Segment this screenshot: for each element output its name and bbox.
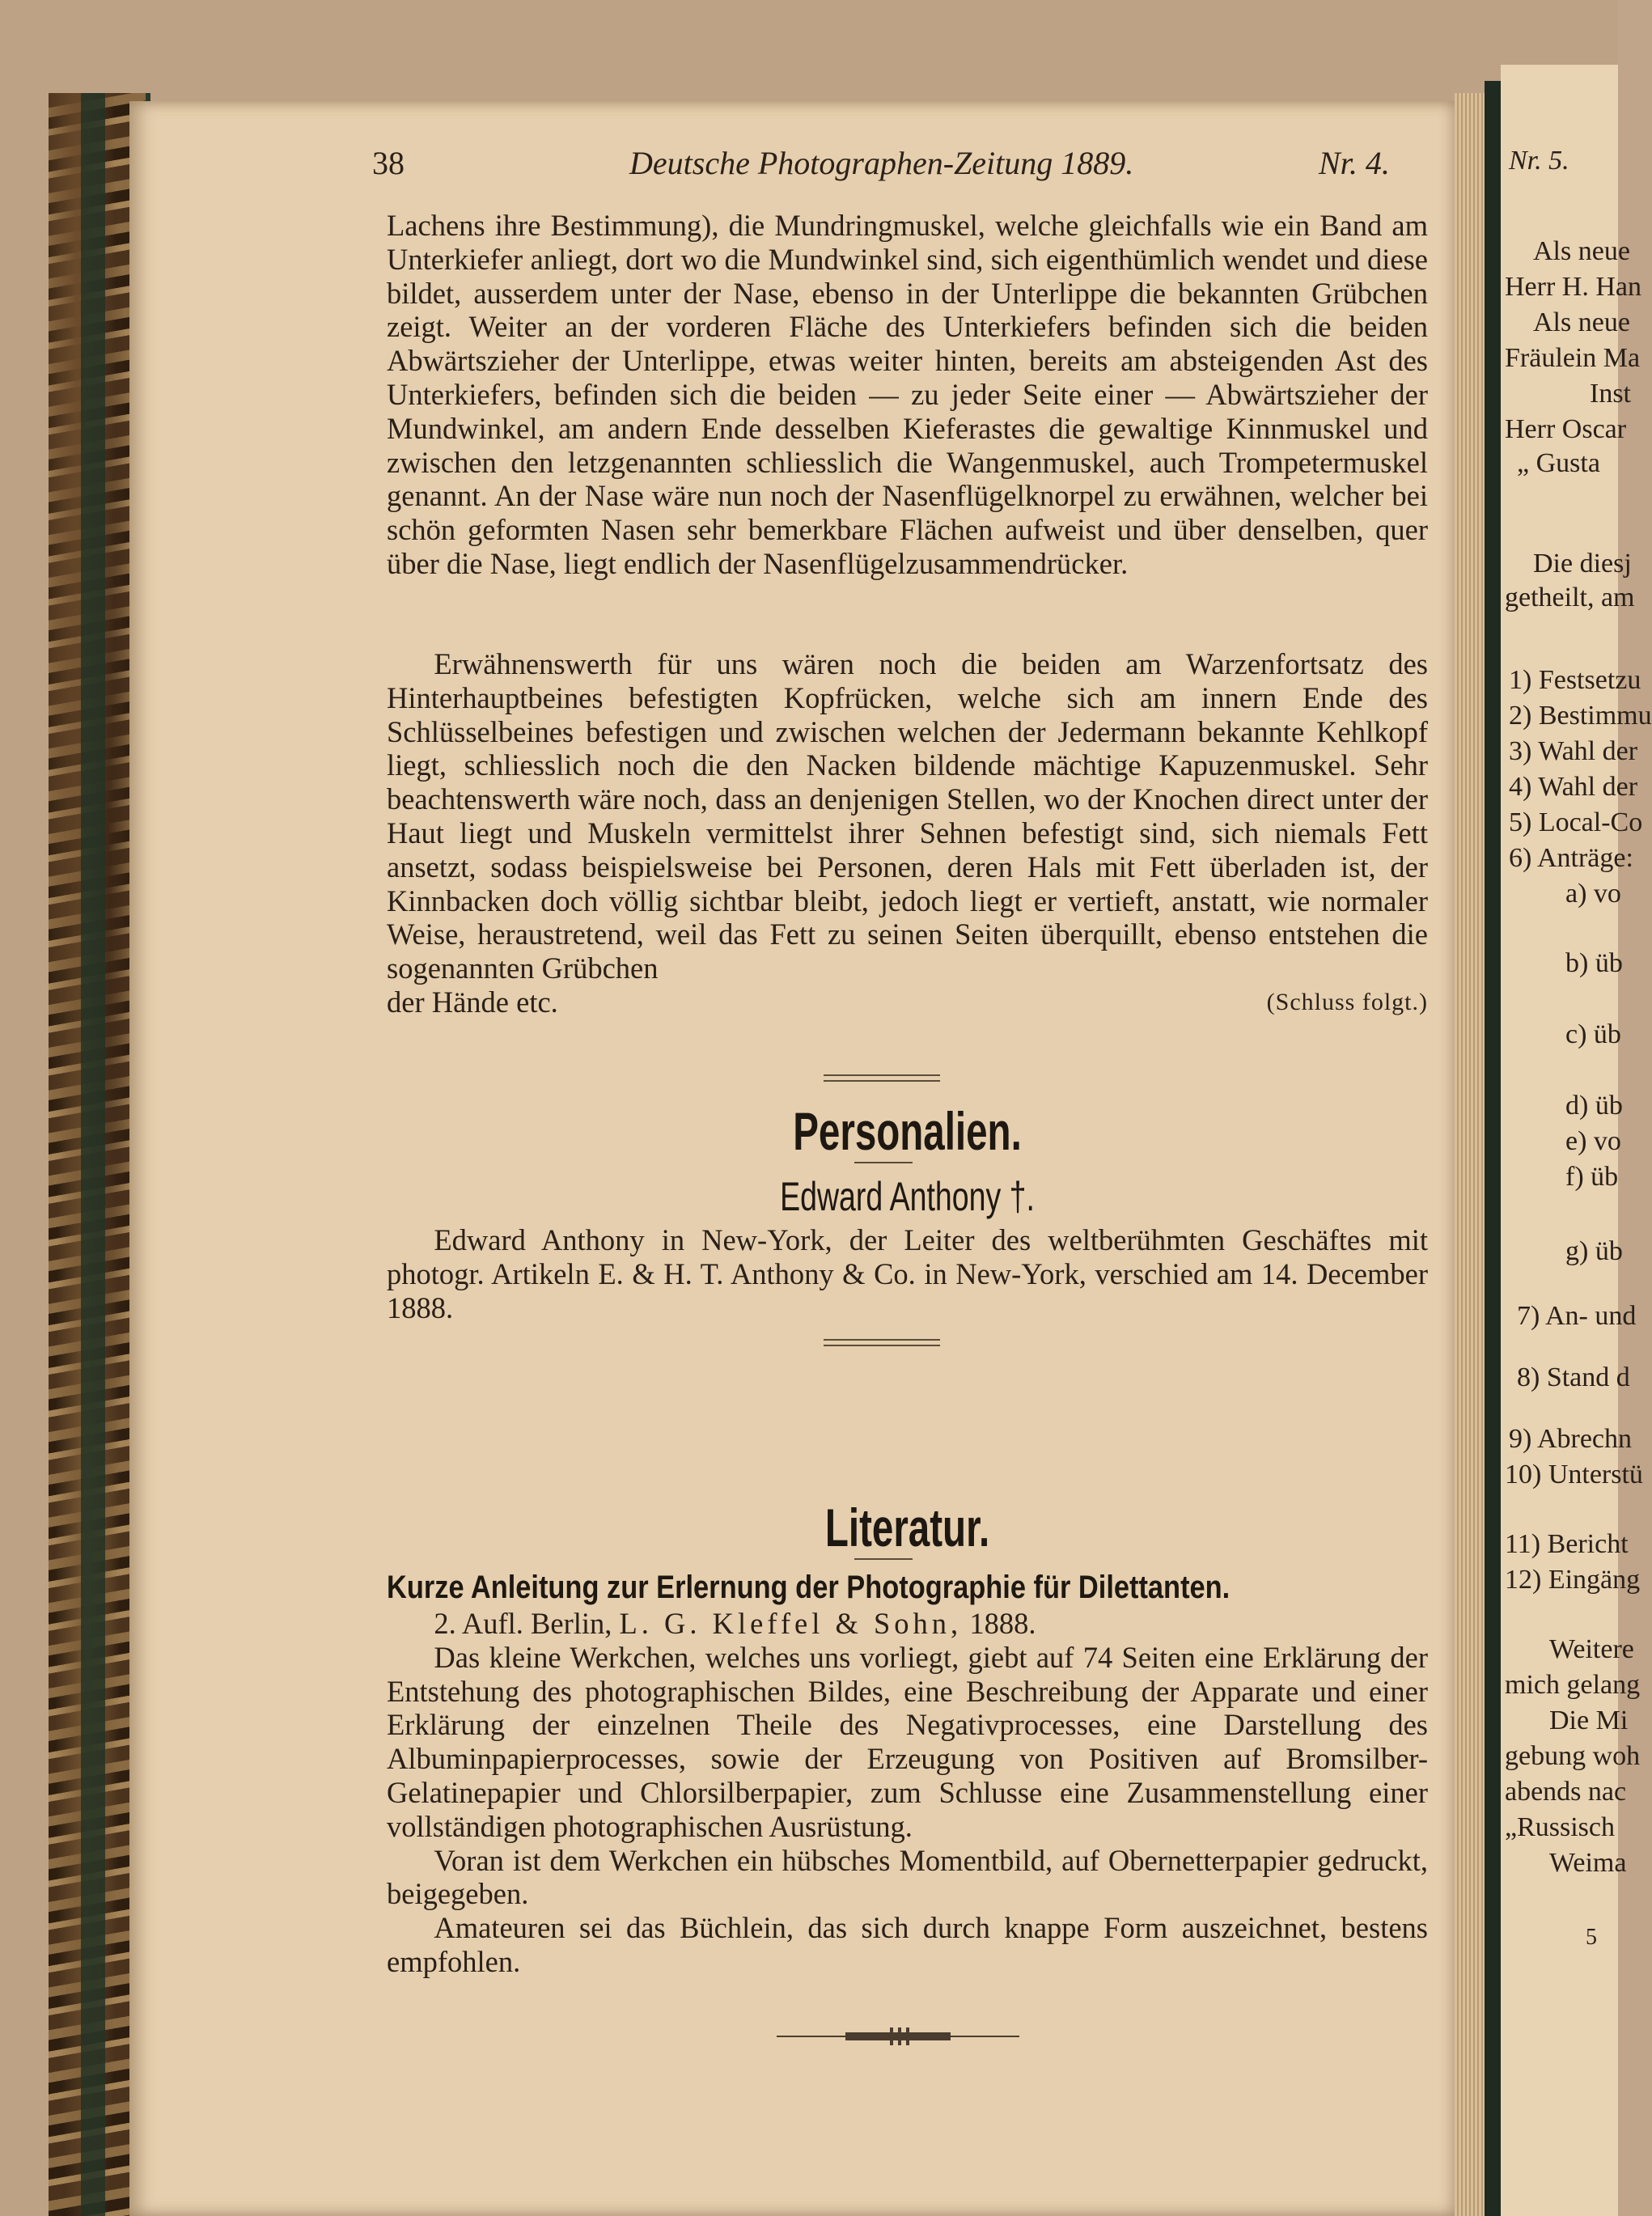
article-text: Lachens ihre Bestimmung), die Mundringmuskel, welche gleichfalls wie ein Band am Unterkiefer anliegt, dort wo die Mundwinkel sind, sich eigenthümlich wendet und diese bildet, ausserdem unter der Nase, ebenso in der Unterlippe die bekannten Grübchen zeigt. Weiter an der vorderen Fläche des Unterkiefers befinden sich die beiden Abwärtszieher der Unterlippe, etwas weiter hinten, bereits am absteigenden Ast des Unterkiefers, befinden sich die beiden — zu jeder Seite einer — Abwärtszieher der Mundwinkel, am andern Ende desselben Kieferastes die gewaltige Kinnmuskel und zwischen den letzgenannten schliesslich die Wangenmuskel, auch Trompetermuskel genannt. An der Nase wäre nun noch der Nasenflügelknorpel zu erwähnen, welcher bei schön geformten Nasen sehr bemerkbare Flächen aufweist und über denselben, quer über die Nase, liegt endlich der Nasenflügelzusammendrücker. (387, 209, 1428, 580)
continued-note: (Schluss folgt.) (1266, 988, 1428, 1015)
right-line: 5) Local-Co (1509, 807, 1643, 837)
obituary-heading: Edward Anthony †. (780, 1174, 1035, 1219)
right-line: „ Gusta (1517, 448, 1600, 478)
right-line: d) üb (1565, 1091, 1623, 1121)
right-line: gebung woh (1505, 1741, 1641, 1771)
right-line: Als neue (1533, 236, 1630, 266)
right-line: „Russisch (1505, 1812, 1615, 1842)
right-line: e) vo (1565, 1126, 1621, 1156)
issue-number: Nr. 4. (1319, 145, 1390, 181)
right-line: c) üb (1565, 1019, 1621, 1049)
heading-divider (854, 1162, 913, 1163)
book-publisher: L. G. Kleffel & Sohn, (619, 1607, 963, 1640)
right-page-fragment (1501, 65, 1652, 2216)
right-line: Die Mi (1549, 1705, 1629, 1735)
right-line: 2) Bestimmu (1509, 701, 1652, 731)
closing-ornament (777, 2027, 1019, 2045)
right-line: 9) Abrechn (1509, 1424, 1633, 1454)
binding-spine (81, 93, 105, 2216)
review-text: Amateuren sei das Büchlein, das sich durch knappe Form auszeichnet, bestens empfohlen. (387, 1911, 1428, 1978)
page-number: 38 (372, 145, 405, 181)
page-edges (1455, 93, 1487, 2216)
right-line: b) üb (1565, 948, 1623, 978)
right-line: mich gelang (1505, 1670, 1641, 1700)
section-divider (824, 1339, 940, 1346)
section-heading-personalien: Personalien. (793, 1101, 1022, 1161)
section-divider (824, 1074, 940, 1082)
right-line: 8) Stand d (1517, 1362, 1630, 1392)
right-line: Weima (1549, 1848, 1627, 1878)
right-line: f) üb (1565, 1162, 1619, 1192)
right-line: 1) Festsetzu (1509, 665, 1641, 695)
right-line: Weitere (1549, 1634, 1634, 1664)
right-line: Inst (1590, 379, 1631, 409)
right-line: a) vo (1565, 879, 1621, 909)
article-paragraph (387, 647, 1428, 1019)
right-line: 6) Anträge: (1509, 843, 1633, 873)
right-line: 3) Wahl der (1509, 736, 1638, 766)
article-last-line: der Hände etc. (387, 985, 558, 1019)
right-line: 10) Unterstü (1505, 1460, 1643, 1489)
journal-title: Deutsche Photographen-Zeitung 1889. (629, 145, 1134, 181)
book-review (387, 1607, 1428, 1979)
right-line: Die diesj (1533, 549, 1632, 578)
right-line: 12) Eingäng (1505, 1565, 1641, 1595)
right-line: getheilt, am (1505, 583, 1635, 612)
right-page-header: Nr. 5. (1509, 146, 1569, 176)
right-line: g) üb (1565, 1236, 1623, 1266)
section-heading-literatur: Literatur. (824, 1498, 990, 1557)
right-line: Herr H. Han (1505, 272, 1641, 302)
article-paragraph (387, 209, 1428, 581)
book-year: 1888. (969, 1607, 1036, 1640)
review-text: Voran ist dem Werkchen ein hübsches Momentbild, auf Obernetterpapier gedruckt, beigegeben. (387, 1843, 1428, 1911)
right-line: Als neue (1533, 307, 1630, 337)
book-imprint (387, 1607, 1428, 1641)
right-line: 7) An- und (1517, 1301, 1637, 1331)
right-line: Fräulein Ma (1505, 343, 1641, 373)
article-end-line (387, 985, 1428, 1019)
right-line: Herr Oscar (1505, 414, 1627, 444)
right-line: 4) Wahl der (1509, 772, 1638, 802)
article-text: Erwähnenswerth für uns wären noch die beiden am Warzenfortsatz des Hinterhauptbeines befestigten Kopfrücken, welche sich am innern Ende des Schlüsselbeines befestigen und zwischen welchen der Jedermann bekannte Kehlkopf liegt, schliesslich noch die den Nacken bildende mächtige Kapuzenmuskel. Sehr beachtenswerth wäre noch, dass an denjenigen Stellen, wo der Knochen direct unter der Haut liegt und Muskeln vermittelst ihrer Sehnen befestigt sind, sich niemals Fett ansetzt, sodass beispielsweise bei Personen, deren Hals mit Fett überladen ist, der Kinnbacken doch völlig sichtbar bleibt, jedoch liegt er vertieft, anstatt, wie normaler Weise, heraustretend, weil das Fett zu seinen Seiten überquillt, ebenso entstehen die sogenannten Grübchen (387, 647, 1428, 985)
review-text: Das kleine Werkchen, welches uns vorliegt, giebt auf 74 Seiten eine Erklärung der Entstehung des photographischen Bildes, eine Beschreibung der Apparate und einer Erklärung der einzelnen Theile des Negativprocesses, eine Darstellung des Albuminpapierprocesses, sowie der Erzeugung von Positiven auf Bromsilber-Gelatinepapier und Chlorsilberpapier, zum Schlusse eine Zusammenstellung einer vollständigen photographischen Ausrüstung. (387, 1640, 1428, 1843)
book-edition: 2. Aufl. Berlin, (434, 1607, 612, 1640)
book-title: Kurze Anleitung zur Erlernung der Photographie für Dilettanten. (387, 1570, 1231, 1605)
right-line: abends nac (1505, 1777, 1627, 1807)
obituary-text: Edward Anthony in New-York, der Leiter des weltberühmten Geschäftes mit photogr. Artikeln E. & H. T. Anthony & Co. in New-York, verschied am 14. December 1888. (387, 1223, 1428, 1324)
right-line: 11) Bericht (1505, 1529, 1629, 1559)
heading-divider (854, 1558, 913, 1560)
obituary-paragraph (387, 1223, 1428, 1324)
right-page-number: 5 (1586, 1925, 1597, 1950)
